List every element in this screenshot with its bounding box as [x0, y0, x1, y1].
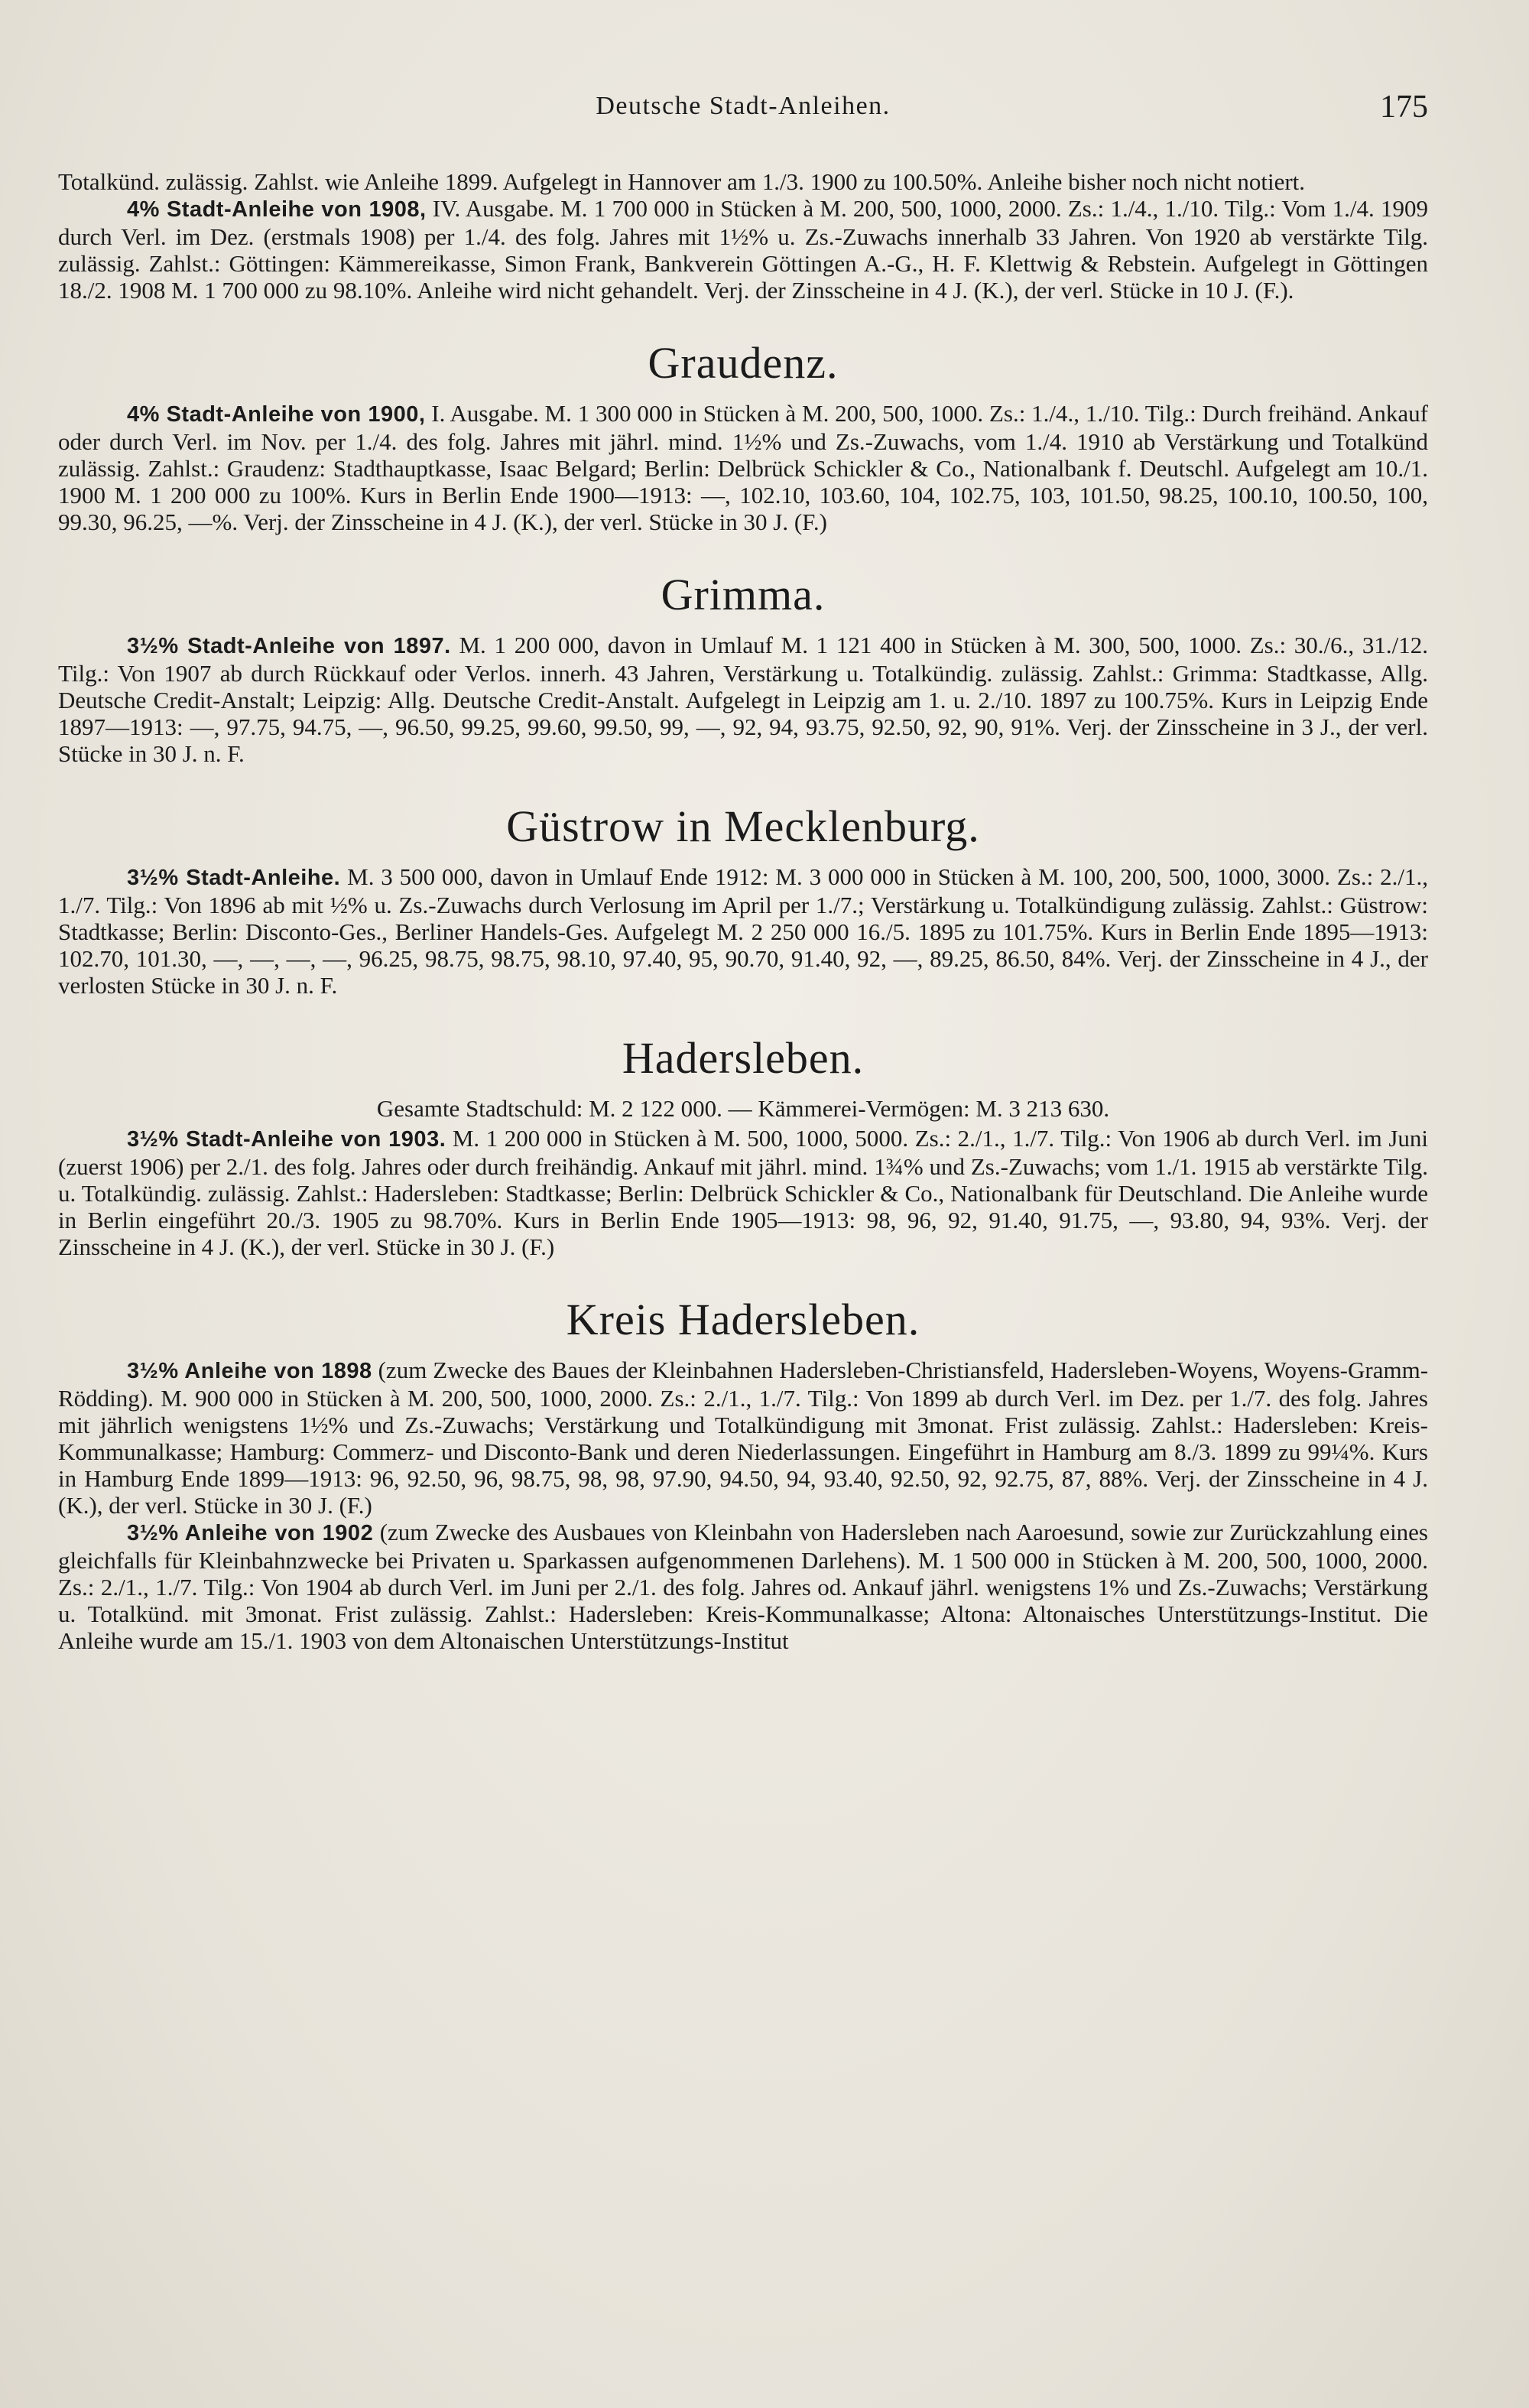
page-number: 175 — [1380, 89, 1428, 125]
running-title: Deutsche Stadt-Anleihen. — [596, 92, 891, 120]
section-heading: Güstrow in Mecklenburg. — [506, 801, 980, 851]
section-heading: Graudenz. — [648, 338, 839, 388]
entry-text-part: I. Ausgabe. M. 1 300 000 in Stücken à M. 200, 500, 1000. Zs.: 1./4., 1./10. Tilg.: Durch freihänd. Ankauf oder durch Verl. im Nov. per 1./4. des folg. Jahres mit jährl. mind. 1½% und Zs.-Zuwachs, vom 1./4. 1910 ab Verstärkung und Totalkünd zulässig. Zahlst.: Graudenz: Stadthauptkasse, Isaac Belgard; Berlin: Delbrück Schickler & Co., Nationalbank f. Deutschl. Aufgelegt am 10./1. 1900 M. 1 200 000 zu 100%. Kurs in Berlin Ende 1900—1913: —, 102.10, 103.60, 104, 102.75, 103, 101.50, 98.25, 100.10, 100.50, 100, 99.30, 96.25, —%. Verj. der Zinsscheine in 4 J. (K.), der verl. Stücke in 30 J. (F.) — [58, 400, 1428, 535]
entry-text — [58, 863, 1428, 999]
section-guestrow — [58, 799, 1428, 999]
section-hadersleben — [58, 1031, 1428, 1260]
entry-continued — [58, 168, 1428, 304]
section-heading: Kreis Hadersleben. — [566, 1295, 920, 1344]
debt-summary: Gesamte Stadtschuld: M. 2 122 000. — Kämmerei-Vermögen: M. 3 213 630. — [376, 1095, 1110, 1122]
entry-text-part: M. 3 500 000, davon in Umlauf Ende 1912: M. 3 000 000 in Stücken à M. 100, 200, 500, 1000, 3000. Zs.: 2./1., 1./7. Tilg.: Von 1896 ab mit ½% u. Zs.-Zuwachs durch Verlosung im April per 1./7.; Verstärkung u. Totalkündigung zulässig. Zahlst.: Güstrow: Stadtkasse; Berlin: Disconto-Ges., Berliner Handels-Ges. Aufgelegt M. 2 250 000 16./5. 1895 zu 101.75%. Kurs in Berlin Ende 1895—1913: 102.70, 101.30, —, —, —, —, 96.25, 98.75, 98.75, 98.10, 97.40, 95, 90.70, 91.40, 92, —, 89.25, 86.50, 84%. Verj. der Zinsscheine in 4 J., der verlosten Stücke in 30 J. n. F. — [58, 863, 1428, 999]
loan-title: 3½% Stadt-Anleihe. — [127, 866, 341, 890]
entry-text — [58, 168, 1428, 195]
entry-text-part: M. 1 200 000 in Stücken à M. 500, 1000, 5000. Zs.: 2./1., 1./7. Tilg.: Von 1906 ab durch Verl. im Juni (zuerst 1906) per 2./1. des folg. Jahres oder durch freihändig. Ankauf mit jährl. mind. 1¾% und Zs.-Zuwachs; vom 1./1. 1915 ab verstärkte Tilg. u. Totalkündig. zulässig. Zahlst.: Hadersleben: Stadtkasse; Berlin: Delbrück Schickler & Co., Nationalbank für Deutschland. Die Anleihe wurde in Berlin eingeführt 20./3. 1905 zu 98.70%. Kurs in Berlin Ende 1905—1913: 98, 96, 92, 91.40, 91.75, —, 93.80, 94, 93%. Verj. der Zinsscheine in 4 J. (K.), der verl. Stücke in 30 J. (F.) — [58, 1125, 1429, 1260]
entry-text-part: Totalkünd. zulässig. Zahlst. wie Anleihe 1899. Aufgelegt in Hannover am 1./3. 1900 zu 100.50%. Anleihe bisher noch nicht notiert. — [58, 168, 1306, 195]
entry-text-part: (zum Zwecke des Baues der Kleinbahnen Hadersleben-Christiansfeld, Hadersleben-Woyens, Woyens-Gramm-Rödding). M. 900 000 in Stücken à M. 200, 500, 1000, 2000. Zs.: 2./1., 1./7. Tilg.: Von 1899 ab durch Verl. im Dez. per 1./7. des folg. Jahres mit jährlich wenigstens 1½% und Zs.-Zuwachs; Verstärkung und Totalkündigung mit 3monat. Frist zulässig. Zahlst.: Hadersleben: Kreis-Kommunalkasse; Hamburg: Commerz- und Disconto-Bank und deren Niederlassungen. Eingeführt in Hamburg am 8./3. 1899 zu 99¼%. Kurs in Hamburg Ende 1899—1913: 96, 92.50, 96, 98.75, 98, 98, 97.90, 94.50, 94, 93.40, 92.50, 92, 92.75, 87, 88%. Verj. der Zinsscheine in 4 J. (K.), der verl. Stücke in 30 J. (F.) — [58, 1357, 1429, 1519]
entry-text — [58, 1357, 1428, 1519]
section-heading: Hadersleben. — [622, 1033, 865, 1083]
section-heading: Grimma. — [661, 570, 826, 619]
loan-title: 4% Stadt-Anleihe von 1900, — [127, 402, 426, 427]
entry-text — [58, 1125, 1428, 1260]
entry-text-part: (zum Zwecke des Ausbaues von Kleinbahn von Hadersleben nach Aaroesund, sowie zur Zurückzahlung eines gleichfalls für Kleinbahnzwecke bei Privaten u. Sparkassen aufgenommenen Darlehens). M. 1 500 000 in Stücken à M. 200, 500, 1000, 2000. Zs.: 2./1., 1./7. Tilg.: Von 1904 ab durch Verl. im Juni per 2./1. des folg. Jahres od. Ankauf jährl. wenigstens 1% und Zs.-Zuwachs; Verstärkung u. Totalkünd. mit 3monat. Frist zulässig. Zahlst.: Hadersleben: Kreis-Kommunalkasse; Altona: Altonaisches Unterstützungs-Institut. Die Anleihe wurde am 15./1. 1903 von dem Altonaischen Unterstützungs-Institut — [58, 1519, 1429, 1654]
entry-text — [58, 1519, 1428, 1654]
entry-text-part: M. 1 200 000, davon in Umlauf M. 1 121 400 in Stücken à M. 300, 500, 1000. Zs.: 30./6., 31./12. Tilg.: Von 1907 ab durch Rückkauf oder Verlos. innerh. 43 Jahren, Verstärkung u. Totalkündig. zulässig. Zahlst.: Grimma: Stadtkasse, Allg. Deutsche Credit-Anstalt; Leipzig: Allg. Deutsche Credit-Anstalt. Aufgelegt in Leipzig am 1. u. 2./10. 1897 zu 100.75%. Kurs in Leipzig Ende 1897—1913: —, 97.75, 94.75, —, 96.50, 99.25, 99.60, 99.50, 99, —, 92, 94, 93.75, 92.50, 92, 90, 91%. Verj. der Zinsscheine in 3 J., der verl. Stücke in 30 J. n. F. — [58, 632, 1428, 767]
loan-title: 4% Stadt-Anleihe von 1908, — [127, 197, 427, 222]
loan-title: 3½% Stadt-Anleihe von 1903. — [127, 1127, 446, 1152]
entry-text — [58, 632, 1428, 767]
entry-text — [58, 195, 1428, 304]
entry-text-part: IV. Ausgabe. M. 1 700 000 in Stücken à M. 200, 500, 1000, 2000. Zs.: 1./4., 1./10. Tilg.: Vom 1./4. 1909 durch Verl. im Dez. (erstmals 1908) per 1./4. des folg. Jahres mit 1½% u. Zs.-Zuwachs innerhalb 33 Jahren. Von 1920 ab verstärkte Tilg. zulässig. Zahlst.: Göttingen: Kämmereikasse, Simon Frank, Bankverein Göttingen A.-G., H. F. Klettwig & Rebstein. Aufgelegt in Göttingen 18./2. 1908 M. 1 700 000 zu 98.10%. Anleihe wird nicht gehandelt. Verj. der Zinsscheine in 4 J. (K.), der verl. Stücke in 10 J. (F.). — [58, 195, 1428, 304]
loan-title: 3½% Stadt-Anleihe von 1897. — [127, 634, 451, 658]
section-grimma — [58, 567, 1428, 767]
loan-title: 3½% Anleihe von 1902 — [127, 1521, 374, 1545]
running-head — [58, 89, 1428, 141]
section-graudenz — [58, 336, 1428, 535]
entry-text — [58, 400, 1428, 535]
loan-title: 3½% Anleihe von 1898 — [127, 1359, 372, 1383]
section-kreis-hadersleben — [58, 1292, 1428, 1654]
